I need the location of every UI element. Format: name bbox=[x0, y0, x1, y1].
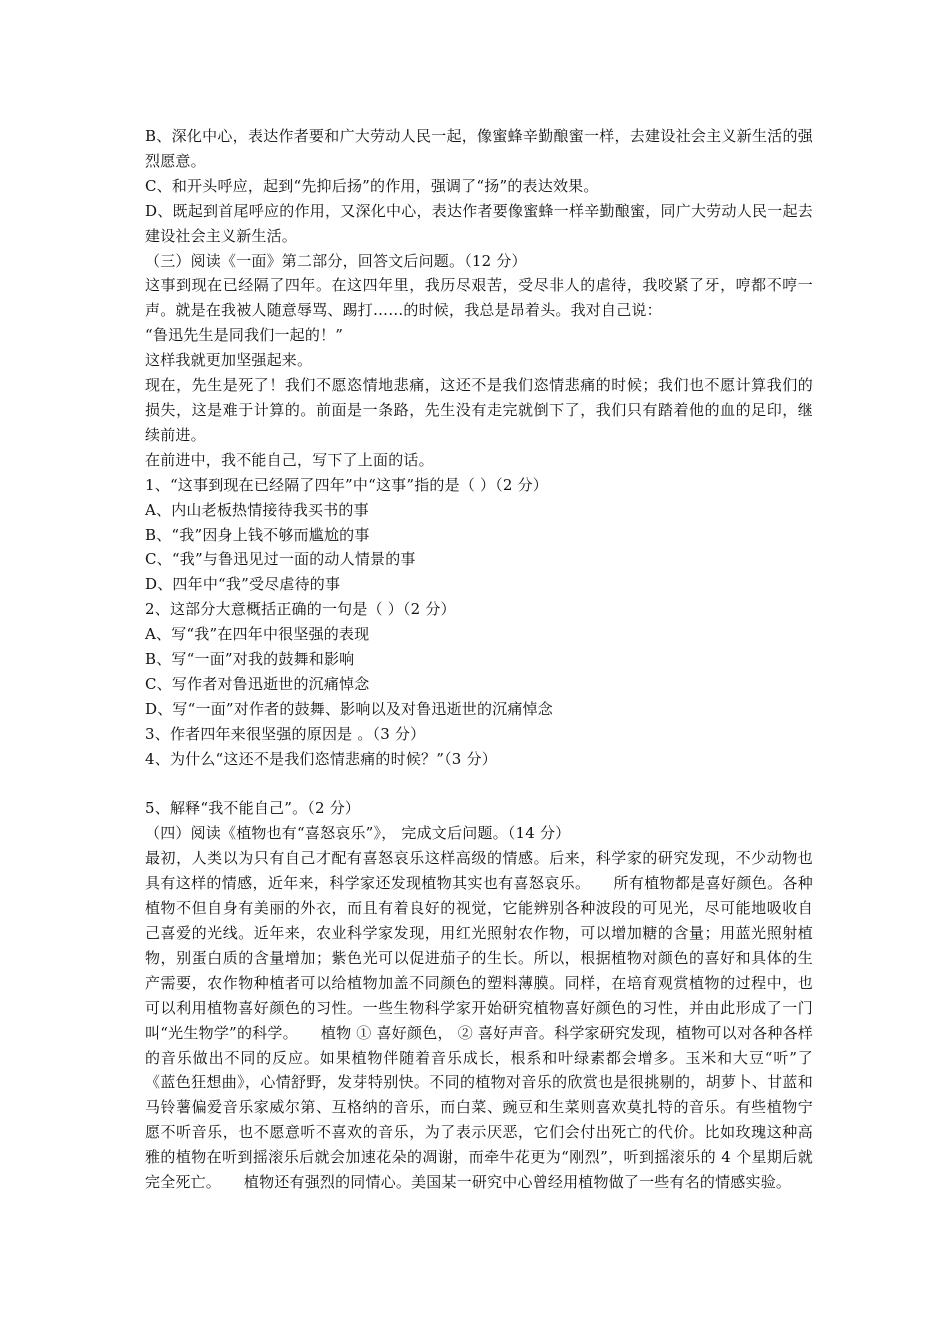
question-5: 5、解释“我不能自己”。（2 分） bbox=[145, 799, 361, 818]
option-b: B、深化中心，表达作者要和广大劳动人民一起，像蜜蜂辛勤酿蜜一样，去建设社会主义新生活的强烈愿意。 bbox=[145, 127, 813, 170]
option-d: D、既起到首尾呼应的作用，又深化中心，表达作者要像蜜蜂一样辛勤酿蜜，同广大劳动人民一起去建设社会主义新生活。 bbox=[145, 201, 813, 245]
question-1-option-d: D、四年中“我”受尽虐待的事 bbox=[145, 575, 341, 594]
answer-space bbox=[145, 772, 813, 797]
question-1-option-b: B、“我”因身上钱不够而尴尬的事 bbox=[145, 525, 370, 544]
question-2: 2、这部分大意概括正确的一句是（ ）（2 分） bbox=[145, 600, 456, 619]
question-3: 3、作者四年来很坚强的原因是 。（3 分） bbox=[145, 724, 426, 743]
section3-paragraph: 这事到现在已经隔了四年。在这四年里，我历尽艰苦，受尽非人的虐待，我咬紧了牙，哼都不哼一声。就是在我被人随意辱骂、踢打……的时候，我总是昂着头。我对自己说： bbox=[145, 276, 813, 320]
section4-passage: 最初，人类以为只有自己才配有喜怒哀乐这样高级的情感。后来，科学家的研究发现，不少动物也具有这样的情感，近年来，科学家还发现植物其实也有喜怒哀乐。 所有植物都是喜好颜色。各种植物不但自身有美丽的外衣，而且有着良好的视觉，它能辨别各种波段的可见光，尽可能地吸收自己喜爱的光线。近年来，农业科学家发现，用红光照射农作物，可以增加糖的含量；用蓝光照射植物，别蛋白质的含量增加；紫色光可以促进茄子的生长。所以，根据植物对颜色的喜好和具体的生产需要，农作物种植者可以给植物加盖不同颜色的塑料薄膜。同样，在培育观赏植物的过程中，也可以利用植物喜好颜色的习性。一些生物科学家开始研究植物喜好颜色的习性，并由此形成了一门叫“光生物学”的科学。 植物 ① 喜好颜色， ② 喜好声音。科学家研究发现，植物可以对各种各样的音乐做出不同的反应。如果植物伴随着音乐成长，根系和叶绿素都会增多。玉米和大豆“听”了《蓝色狂想曲》，心情舒野，发芽特别快。不同的植物对音乐的欣赏也是很挑剔的，胡萝卜、甘蓝和马铃薯偏爱音乐家威尔第、互格纳的音乐，而白菜、豌豆和生菜则喜欢莫扎特的音乐。有些植物宁愿不听音乐，也不愿意听不喜欢的音乐，为了表示厌恶，它们会付出死亡的代价。比如玫瑰这种高雅的植物在听到摇滚乐后就会加速花朵的凋谢，而牵牛花更为“刚烈”，听到摇滚乐的 4 个星期后就完全死亡。 植物还有强烈的同情心。美国某一研究中心曾经用植物做了一些有名的情感实验。 bbox=[145, 849, 813, 1192]
question-2-option-b: B、写“一面”对我的鼓舞和影响 bbox=[145, 650, 355, 669]
section4-heading: （四）阅读《植物也有“喜怒哀乐”》， 完成文后问题。（14 分） bbox=[145, 824, 571, 843]
question-4: 4、为什么“这还不是我们恣情悲痛的时候？”（3 分） bbox=[145, 749, 497, 768]
section3-paragraph: 现在，先生是死了！我们不愿恣情地悲痛，这还不是我们恣情悲痛的时候；我们也不愿计算我们的损失，这是难于计算的。前面是一条路，先生没有走完就倒下了，我们只有踏着他的血的足印，继续前进。 bbox=[145, 376, 813, 444]
question-1-option-a: A、内山老板热情接待我买书的事 bbox=[145, 500, 369, 519]
question-2-option-c: C、写作者对鲁迅逝世的沉痛悼念 bbox=[145, 674, 370, 693]
section3-quote: “鲁迅先生是同我们一起的！” bbox=[145, 326, 344, 345]
question-2-option-d: D、写“一面”对作者的鼓舞、影响以及对鲁迅逝世的沉痛悼念 bbox=[145, 699, 553, 718]
section3-paragraph: 这样我就更加坚强起来。 bbox=[145, 351, 313, 370]
section3-heading: （三）阅读《一面》第二部分，回答文后问题。（12 分） bbox=[145, 251, 527, 270]
section3-paragraph: 在前进中，我不能自己，写下了上面的话。 bbox=[145, 450, 434, 469]
option-c: C、和开头呼应，起到“先抑后扬”的作用，强调了“扬”的表达效果。 bbox=[145, 176, 599, 195]
document-page bbox=[145, 124, 813, 1195]
question-1-option-c: C、“我”与鲁迅见过一面的动人情景的事 bbox=[145, 550, 416, 569]
question-1: 1、“这事到现在已经隔了四年”中“这事”指的是（ ）（2 分） bbox=[145, 475, 548, 494]
question-2-option-a: A、写“我”在四年中很坚强的表现 bbox=[145, 625, 370, 644]
